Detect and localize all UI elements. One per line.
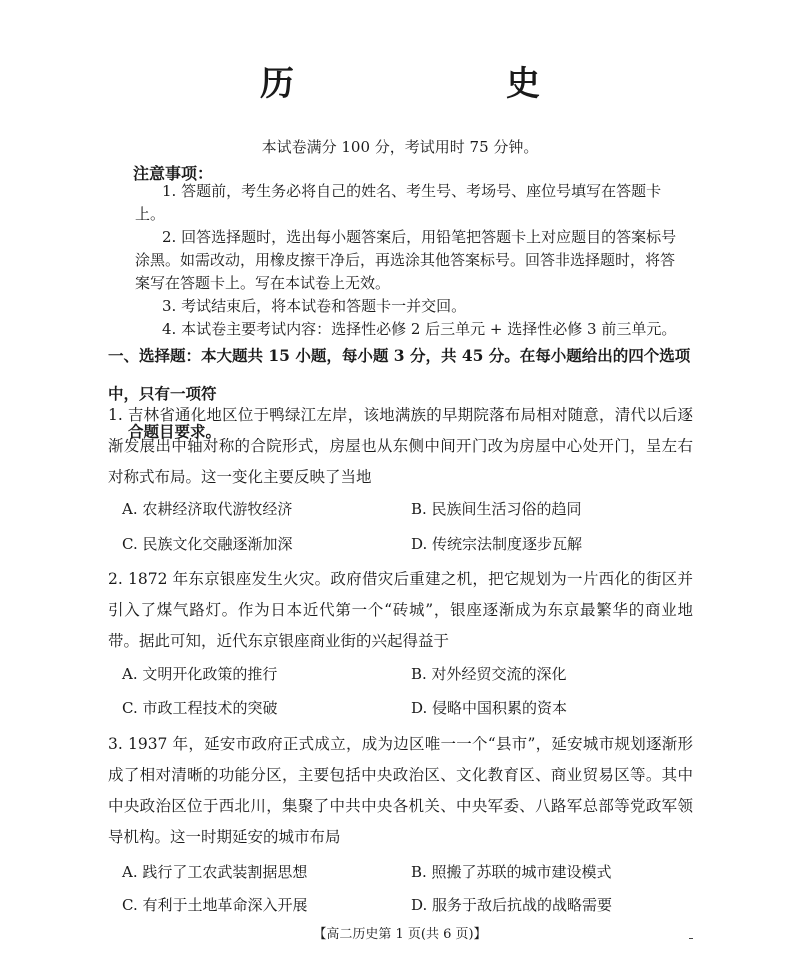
question-3-option-a: A. 践行了工农武装割据思想 <box>122 863 308 881</box>
page-title: 历 史 <box>260 64 588 104</box>
scan-mark <box>689 938 693 939</box>
question-2-option-b: B. 对外经贸交流的深化 <box>411 665 567 683</box>
question-1-option-d: D. 传统宗法制度逐步瓦解 <box>411 535 583 553</box>
question-3-option-b: B. 照搬了苏联的城市建设模式 <box>411 863 612 881</box>
question-1-option-b: B. 民族间生活习俗的趋同 <box>411 500 582 518</box>
notice-item: 4. 本试卷主要考试内容：选择性必修 2 后三单元 + 选择性必修 3 前三单元。 <box>162 320 677 338</box>
notice-item: 3. 考试结束后，将本试卷和答题卡一并交回。 <box>162 297 467 315</box>
notice-list <box>135 180 680 341</box>
question-2-stem: 2. 1872 年东京银座发生火灾。政府借灾后重建之机，把它规划为一片西化的街区并引入了煤气路灯。作为日本近代第一个“砖城”，银座逐渐成为东京最繁华的商业地带。据此可知，近代东京银座商业街的兴起得益于 <box>108 570 693 650</box>
page-footer: 【高二历史第 1 页(共 6 页)】 <box>313 927 487 942</box>
question-1-options-row <box>0 533 800 555</box>
question-3-options-row <box>0 894 800 916</box>
exam-info: 本试卷满分 100 分，考试用时 75 分钟。 <box>261 138 539 156</box>
question-2-option-d: D. 侵略中国积累的资本 <box>411 699 568 717</box>
question-2-options-row <box>0 697 800 719</box>
question-1-stem: 1. 吉林省通化地区位于鸭绿江左岸，该地满族的早期院落布局相对随意，清代以后逐渐发展出中轴对称的合院形式，房屋也从东侧中间开门改为房屋中心处开门，呈左右对称式布局。这一变化主要反映了当地 <box>108 406 693 486</box>
notice-item: 2. 回答选择题时，选出每小题答案后，用铅笔把答题卡上对应题目的答案标号涂黑。如需改动，用橡皮擦干净后，再选涂其他答案标号。回答非选择题时，将答案写在答题卡上。写在本试卷上无效。 <box>135 228 677 292</box>
question-1-option-a: A. 农耕经济取代游牧经济 <box>122 500 293 518</box>
question-3-option-c: C. 有利于土地革命深入开展 <box>122 896 308 914</box>
question-2-option-c: C. 市政工程技术的突破 <box>122 699 278 717</box>
question-3-stem: 3. 1937 年，延安市政府正式成立，成为边区唯一一个“县市”，延安城市规划逐渐形成了相对清晰的功能分区，主要包括中央政治区、文化教育区、商业贸易区等。其中中央政治区位于西北川，集聚了中共中央各机关、中央军委、八路军总部等党政军领导机构。这一时期延安的城市布局 <box>108 735 693 846</box>
section-heading-line: 合题目要求。 <box>128 422 222 441</box>
question-1-option-c: C. 民族文化交融逐渐加深 <box>122 535 293 553</box>
question-1-options-row <box>0 498 800 520</box>
notice-heading: 注意事项： <box>133 164 214 183</box>
question-3-options-row <box>0 861 800 883</box>
notice-item: 1. 答题前，考生务必将自己的姓名、考生号、考场号、座位号填写在答题卡上。 <box>135 182 662 223</box>
question-2-options-row <box>0 663 800 685</box>
section-heading-line: 一、选择题：本大题共 15 小题，每小题 3 分，共 45 分。在每小题给出的四个选项中，只有一项符 <box>108 346 691 403</box>
question-2-option-a: A. 文明开化政策的推行 <box>122 665 278 683</box>
question-3-option-d: D. 服务于敌后抗战的战略需要 <box>411 896 613 914</box>
